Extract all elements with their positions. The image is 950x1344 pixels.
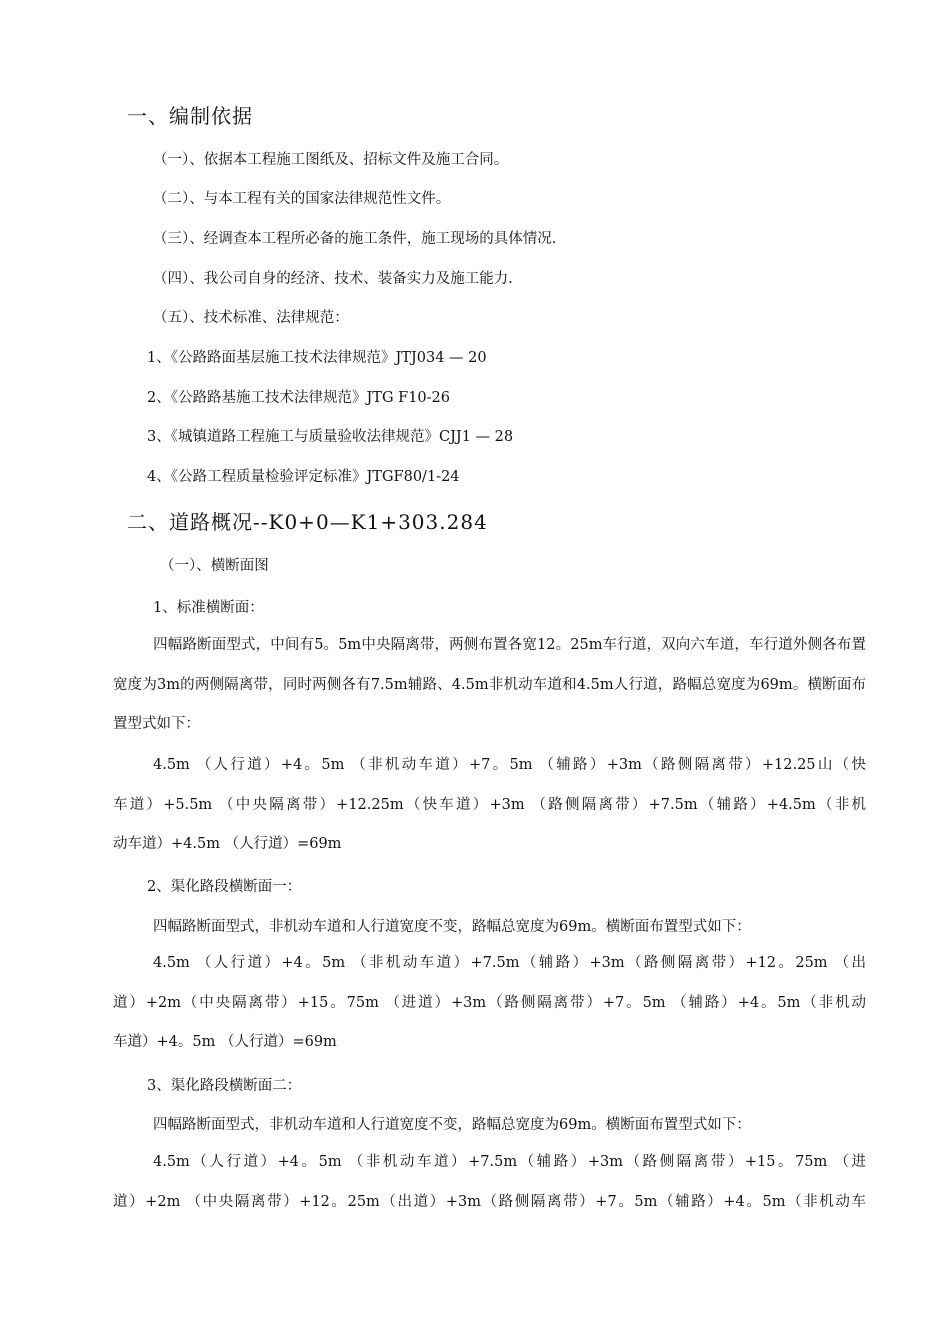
basis-item-4: （四）、我公司自身的经济、技术、装备实力及施工能力. bbox=[153, 271, 513, 287]
item-3-description: 四幅路断面型式，非机动车道和人行道宽度不变，路幅总宽度为69m。横断面布置型式如下： bbox=[153, 1117, 751, 1133]
item-2-formula-line-2: 道）+2m（中央隔离带）+15。75m （进道）+3m（路侧隔离带）+7。5m （辅路）+4。5m（非机动 bbox=[113, 994, 866, 1011]
basis-item-1: （一）、依据本工程施工图纸及、招标文件及施工合同。 bbox=[153, 152, 509, 168]
standard-item-2: 2、《公路路基施工技术法律规范》JTG F10-26 bbox=[147, 390, 451, 406]
item-1-description-text: 四幅路断面型式，中间有5。5m中央隔离带，两侧布置各宽12。25m车行道，双向六车道，车行道外侧各布置宽度为3m的两侧隔离带，同时两侧各有7.5m辅路、4.5m非机动车道和4.5m人行道，路幅总宽度为69m。横断面布置型式如下： bbox=[113, 637, 866, 732]
standard-item-4: 4、《公路工程质量检验评定标准》JTGF80/1-24 bbox=[147, 469, 460, 485]
item-2-formula-line-1: 4.5m （人行道）+4。5m （非机动车道）+7.5m（辅路）+3m（路侧隔离带）+12。25m （出 bbox=[153, 955, 866, 971]
section-heading-1: 一、编制依据 bbox=[127, 104, 253, 128]
basis-item-5: （五）、技术标准、法律规范： bbox=[153, 310, 349, 326]
item-2-formula-line-3: 车道）+4。5m （人行道）=69m bbox=[113, 1034, 337, 1050]
item-2-description: 四幅路断面型式，非机动车道和人行道宽度不变，路幅总宽度为69m。横断面布置型式如下： bbox=[153, 919, 751, 935]
standard-item-1: 1、《公路路面基层施工技术法律规范》JTJ034 — 20 bbox=[147, 350, 487, 366]
item-3-formula-line-2: 道）+2m （中央隔离带）+12。25m（出道）+3m（路侧隔离带）+7。5m（辅路）+4。5m（非机动车 bbox=[113, 1193, 866, 1210]
item-2-title: 2、渠化路段横断面一： bbox=[147, 879, 302, 895]
item-1-title: 1、标准横断面： bbox=[153, 600, 264, 616]
item-1-formula-line-1: 4.5m （人行道）+4。5m （非机动车道）+7。5m （辅路）+3m（路侧隔离带）+12.25山（快 bbox=[153, 757, 866, 773]
item-1-description bbox=[113, 626, 866, 745]
item-3-title: 3、渠化路段横断面二： bbox=[147, 1078, 302, 1094]
item-1-formula-line-3: 动车道）+4.5m （人行道）=69m bbox=[113, 836, 342, 852]
standard-item-3: 3、《城镇道路工程施工与质量验收法律规范》CJJ1 — 28 bbox=[147, 429, 514, 445]
item-2-formula bbox=[113, 944, 866, 1063]
basis-item-3: （三）、经调查本工程所必备的施工条件，施工现场的具体情况. bbox=[153, 231, 557, 247]
item-3-formula bbox=[113, 1143, 866, 1222]
basis-item-2: （二）、与本工程有关的国家法律规范性文件。 bbox=[153, 191, 451, 207]
item-1-formula bbox=[113, 746, 866, 865]
item-3-formula-line-1: 4.5m（人行道）+4。5m （非机动车道）+7.5m（辅路）+3m（路侧隔离带）+15。75m （进 bbox=[153, 1154, 866, 1170]
section-heading-2: 二、道路概况--K0+0—K1+303.284 bbox=[127, 510, 488, 534]
subsection-heading-cross-section: （一）、横断面图 bbox=[160, 558, 269, 574]
item-1-formula-line-2: 车道）+5.5m （中央隔离带）+12.25m（快车道）+3m （路侧隔离带）+7.5m（辅路）+4.5m（非机 bbox=[113, 796, 866, 813]
